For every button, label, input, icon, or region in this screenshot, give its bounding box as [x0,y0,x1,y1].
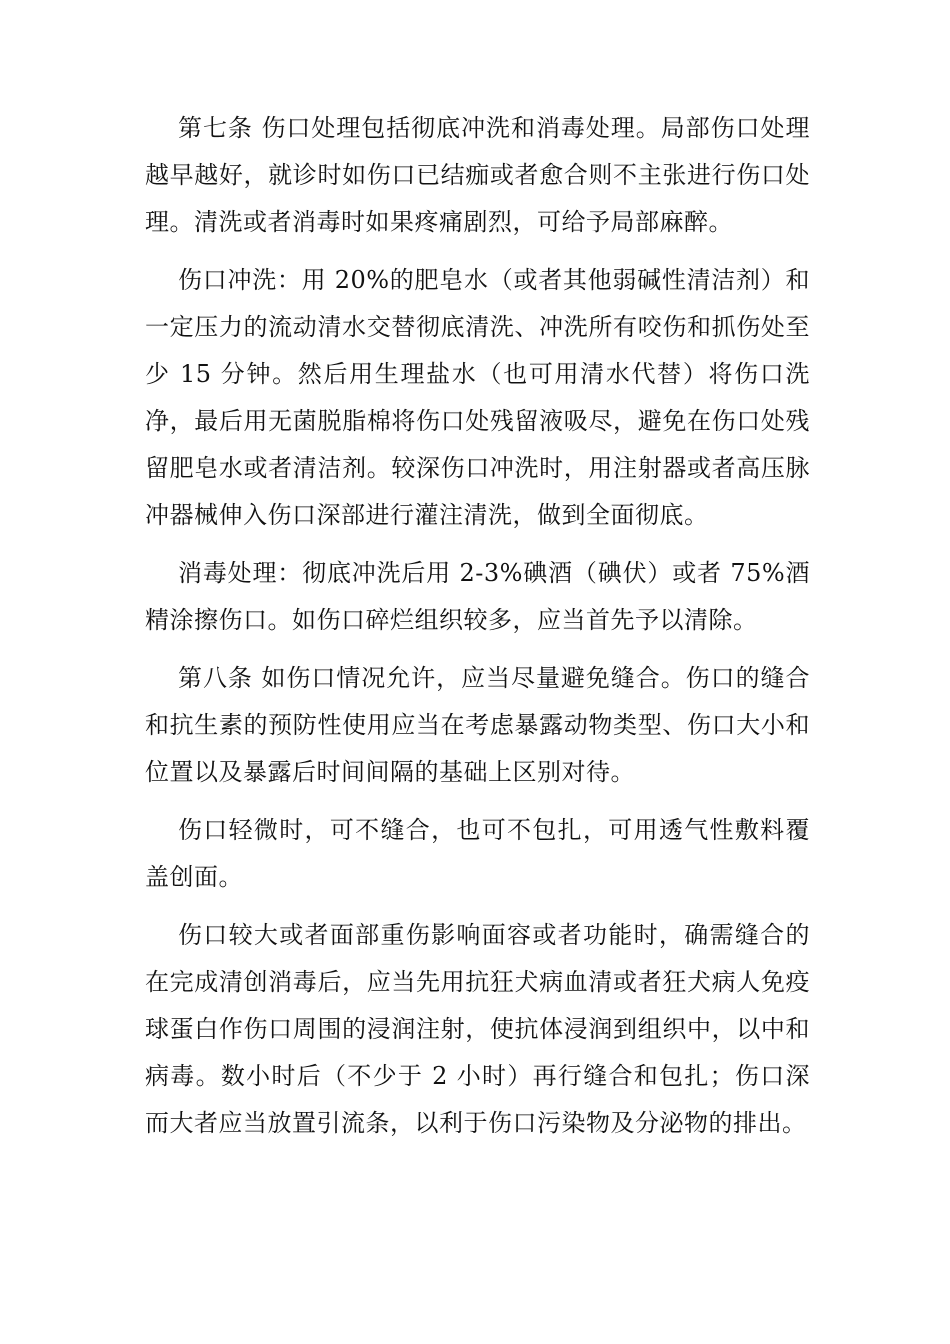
paragraph-disinfection: 消毒处理：彻底冲洗后用 2-3%碘酒（碘伏）或者 75%酒精涂擦伤口。如伤口碎烂组织较多，应当首先予以清除。 [145,559,810,634]
paragraph-wound-rinsing: 伤口冲洗：用 20%的肥皂水（或者其他弱碱性清洁剂）和一定压力的流动清水交替彻底清洗、冲洗所有咬伤和抓伤处至少 15 分钟。然后用生理盐水（也可用清水代替）将伤口洗净，最后用无菌脱脂棉将伤口处残留液吸尽，避免在伤口处残留肥皂水或者清洁剂。较深伤口冲洗时，用注射器或者高压脉冲器械伸入伤口深部进行灌注清洗，做到全面彻底。 [145,266,810,529]
paragraph-minor-wound: 伤口轻微时，可不缝合，也可不包扎，可用透气性敷料覆盖创面。 [145,816,810,891]
document-body [145,105,810,1158]
paragraph-article-7: 第七条 伤口处理包括彻底冲洗和消毒处理。局部伤口处理越早越好，就诊时如伤口已结痂或者愈合则不主张进行伤口处理。清洗或者消毒时如果疼痛剧烈，可给予局部麻醉。 [145,114,810,236]
paragraph-major-wound: 伤口较大或者面部重伤影响面容或者功能时，确需缝合的在完成清创消毒后，应当先用抗狂犬病血清或者狂犬病人免疫球蛋白作伤口周围的浸润注射，使抗体浸润到组织中，以中和病毒。数小时后（不少于 2 小时）再行缝合和包扎；伤口深而大者应当放置引流条，以利于伤口污染物及分泌物的排出。 [145,921,810,1137]
paragraph-article-8: 第八条 如伤口情况允许，应当尽量避免缝合。伤口的缝合和抗生素的预防性使用应当在考虑暴露动物类型、伤口大小和位置以及暴露后时间间隔的基础上区别对待。 [145,664,810,786]
